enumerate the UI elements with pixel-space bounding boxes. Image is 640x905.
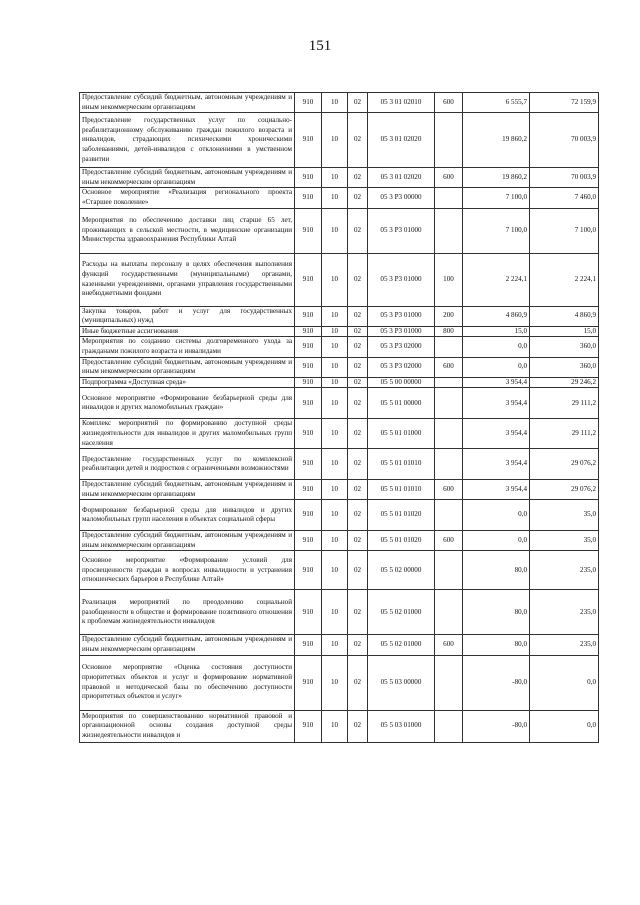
amount-total-cell: 235,0 xyxy=(530,590,599,635)
target-article-cell: 05 5 01 01020 xyxy=(368,531,435,551)
amount-total-cell: 70 003,9 xyxy=(530,168,599,188)
subsection-code-cell: 02 xyxy=(348,449,368,480)
expense-type-cell xyxy=(435,388,463,419)
section-code-cell: 10 xyxy=(322,337,348,357)
row-name-cell: Реализация мероприятий по преодолению социальной разобщенности в обществе и формирование позитивного отношения к проблемам жизнедеятельности инвалидов xyxy=(80,590,295,635)
ministry-code-cell: 910 xyxy=(295,93,322,113)
expense-type-cell xyxy=(435,377,463,388)
subsection-code-cell: 02 xyxy=(348,635,368,655)
table-row xyxy=(80,326,599,337)
target-article-cell: 05 3 P3 01000 xyxy=(368,208,435,253)
subsection-code-cell: 02 xyxy=(348,551,368,590)
amount-total-cell: 0,0 xyxy=(530,655,599,710)
target-article-cell: 05 3 01 02010 xyxy=(368,93,435,113)
subsection-code-cell: 02 xyxy=(348,168,368,188)
subsection-code-cell: 02 xyxy=(348,377,368,388)
amount-total-cell: 235,0 xyxy=(530,635,599,655)
table-row xyxy=(80,531,599,551)
ministry-code-cell: 910 xyxy=(295,419,322,449)
ministry-code-cell: 910 xyxy=(295,551,322,590)
table-row xyxy=(80,357,599,377)
ministry-code-cell: 910 xyxy=(295,635,322,655)
section-code-cell: 10 xyxy=(322,590,348,635)
expense-type-cell xyxy=(435,419,463,449)
section-code-cell: 10 xyxy=(322,113,348,168)
table-row xyxy=(80,188,599,208)
target-article-cell: 05 5 02 01000 xyxy=(368,590,435,635)
expense-type-cell: 200 xyxy=(435,306,463,326)
row-name-cell: Формирование безбарьерной среды для инвалидов и других маломобильных групп населения в объектах социальной сферы xyxy=(80,500,295,531)
expense-type-cell: 100 xyxy=(435,253,463,306)
ministry-code-cell: 910 xyxy=(295,113,322,168)
subsection-code-cell: 02 xyxy=(348,388,368,419)
amount-total-cell: 29 076,2 xyxy=(530,480,599,500)
row-name-cell: Основное мероприятие «Реализация регионального проекта «Старшее поколение» xyxy=(80,188,295,208)
row-name-cell: Предоставление государственных услуг по комплексной реабилитации детей и подростков с ограниченными возможностями xyxy=(80,449,295,480)
ministry-code-cell: 910 xyxy=(295,253,322,306)
target-article-cell: 05 5 03 00000 xyxy=(368,655,435,710)
amount-total-cell: 4 860,9 xyxy=(530,306,599,326)
amount-change-cell: 80,0 xyxy=(463,551,530,590)
amount-total-cell: 360,0 xyxy=(530,337,599,357)
subsection-code-cell: 02 xyxy=(348,480,368,500)
amount-total-cell: 235,0 xyxy=(530,551,599,590)
row-name-cell: Мероприятия по обеспечению доставки лиц старше 65 лет, проживающих в сельской местности, в медицинские организации Министерства здравоохранения Республики Алтай xyxy=(80,208,295,253)
table-row xyxy=(80,253,599,306)
target-article-cell: 05 5 00 00000 xyxy=(368,377,435,388)
amount-change-cell: 3 954,4 xyxy=(463,388,530,419)
amount-total-cell: 35,0 xyxy=(530,500,599,531)
amount-total-cell: 360,0 xyxy=(530,357,599,377)
section-code-cell: 10 xyxy=(322,710,348,742)
target-article-cell: 05 3 P3 00000 xyxy=(368,188,435,208)
amount-total-cell: 35,0 xyxy=(530,531,599,551)
row-name-cell: Предоставление субсидий бюджетным, автономным учреждениям и иным некоммерческим организациям xyxy=(80,93,295,113)
table-row xyxy=(80,337,599,357)
target-article-cell: 05 5 01 01010 xyxy=(368,449,435,480)
subsection-code-cell: 02 xyxy=(348,419,368,449)
section-code-cell: 10 xyxy=(322,551,348,590)
target-article-cell: 05 3 P3 01000 xyxy=(368,306,435,326)
target-article-cell: 05 3 P3 02000 xyxy=(368,357,435,377)
target-article-cell: 05 5 02 00000 xyxy=(368,551,435,590)
subsection-code-cell: 02 xyxy=(348,208,368,253)
table-row xyxy=(80,655,599,710)
target-article-cell: 05 5 01 01010 xyxy=(368,480,435,500)
amount-total-cell: 7 100,0 xyxy=(530,208,599,253)
subsection-code-cell: 02 xyxy=(348,326,368,337)
subsection-code-cell: 02 xyxy=(348,590,368,635)
amount-change-cell: 2 224,1 xyxy=(463,253,530,306)
amount-total-cell: 29 111,2 xyxy=(530,388,599,419)
subsection-code-cell: 02 xyxy=(348,113,368,168)
target-article-cell: 05 5 01 01000 xyxy=(368,419,435,449)
row-name-cell: Мероприятия по совершенствованию нормативной правовой и организационной основы создания доступной среды жизнедеятельности инвалидов и xyxy=(80,710,295,742)
amount-change-cell: 19 860,2 xyxy=(463,168,530,188)
expense-type-cell: 600 xyxy=(435,635,463,655)
expense-type-cell: 600 xyxy=(435,531,463,551)
amount-change-cell: 3 954,4 xyxy=(463,449,530,480)
subsection-code-cell: 02 xyxy=(348,188,368,208)
amount-change-cell: 80,0 xyxy=(463,635,530,655)
amount-change-cell: 15,0 xyxy=(463,326,530,337)
expense-type-cell: 600 xyxy=(435,480,463,500)
amount-total-cell: 72 159,9 xyxy=(530,93,599,113)
section-code-cell: 10 xyxy=(322,168,348,188)
section-code-cell: 10 xyxy=(322,208,348,253)
expense-type-cell: 600 xyxy=(435,93,463,113)
section-code-cell: 10 xyxy=(322,253,348,306)
ministry-code-cell: 910 xyxy=(295,306,322,326)
amount-total-cell: 15,0 xyxy=(530,326,599,337)
target-article-cell: 05 3 P3 01000 xyxy=(368,326,435,337)
expense-type-cell: 800 xyxy=(435,326,463,337)
target-article-cell: 05 5 01 00000 xyxy=(368,388,435,419)
table-row xyxy=(80,449,599,480)
amount-change-cell: -80,0 xyxy=(463,655,530,710)
amount-total-cell: 2 224,1 xyxy=(530,253,599,306)
row-name-cell: Комплекс мероприятий по формированию доступной среды жизнедеятельности для инвалидов и других маломобильных групп населения xyxy=(80,419,295,449)
ministry-code-cell: 910 xyxy=(295,449,322,480)
amount-change-cell: 3 954,4 xyxy=(463,419,530,449)
amount-change-cell: 6 555,7 xyxy=(463,93,530,113)
amount-change-cell: 3 954,4 xyxy=(463,480,530,500)
section-code-cell: 10 xyxy=(322,93,348,113)
amount-total-cell: 7 460,0 xyxy=(530,188,599,208)
page-number: 151 xyxy=(308,38,332,54)
row-name-cell: Иные бюджетные ассигнования xyxy=(80,326,295,337)
section-code-cell: 10 xyxy=(322,388,348,419)
amount-total-cell: 29 111,2 xyxy=(530,419,599,449)
row-name-cell: Предоставление субсидий бюджетным, автономным учреждениям и иным некоммерческим организациям xyxy=(80,480,295,500)
amount-change-cell: 4 860,9 xyxy=(463,306,530,326)
table-row xyxy=(80,480,599,500)
row-name-cell: Основное мероприятие «Формирование условий для просвещенности граждан в вопросах инвалидности и устранения отношенческих барьеров в Республике Алтай» xyxy=(80,551,295,590)
target-article-cell: 05 3 01 02020 xyxy=(368,113,435,168)
section-code-cell: 10 xyxy=(322,419,348,449)
section-code-cell: 10 xyxy=(322,326,348,337)
section-code-cell: 10 xyxy=(322,635,348,655)
expense-type-cell xyxy=(435,590,463,635)
table-row xyxy=(80,590,599,635)
amount-change-cell: 80,0 xyxy=(463,590,530,635)
table-row xyxy=(80,635,599,655)
amount-total-cell: 29 076,2 xyxy=(530,449,599,480)
ministry-code-cell: 910 xyxy=(295,590,322,635)
subsection-code-cell: 02 xyxy=(348,710,368,742)
expense-type-cell xyxy=(435,188,463,208)
expense-type-cell xyxy=(435,551,463,590)
section-code-cell: 10 xyxy=(322,306,348,326)
amount-change-cell: -80,0 xyxy=(463,710,530,742)
row-name-cell: Мероприятия по созданию системы долговременного ухода за гражданами пожилого возраста и инвалидами xyxy=(80,337,295,357)
ministry-code-cell: 910 xyxy=(295,326,322,337)
row-name-cell: Подпрограмма «Доступная среда» xyxy=(80,377,295,388)
expense-type-cell xyxy=(435,113,463,168)
ministry-code-cell: 910 xyxy=(295,377,322,388)
expense-type-cell xyxy=(435,500,463,531)
ministry-code-cell: 910 xyxy=(295,480,322,500)
subsection-code-cell: 02 xyxy=(348,253,368,306)
expense-type-cell xyxy=(435,655,463,710)
amount-change-cell: 7 100,0 xyxy=(463,188,530,208)
row-name-cell: Предоставление субсидий бюджетным, автономным учреждениям и иным некоммерческим организациям xyxy=(80,168,295,188)
row-name-cell: Предоставление субсидий бюджетным, автономным учреждениям и иным некоммерческим организациям xyxy=(80,357,295,377)
expense-type-cell: 600 xyxy=(435,357,463,377)
row-name-cell: Предоставление субсидий бюджетным, автономным учреждениям и иным некоммерческим организациям xyxy=(80,635,295,655)
table-row xyxy=(80,388,599,419)
amount-total-cell: 0,0 xyxy=(530,710,599,742)
amount-change-cell: 7 100,0 xyxy=(463,208,530,253)
amount-change-cell: 19 860,2 xyxy=(463,113,530,168)
subsection-code-cell: 02 xyxy=(348,306,368,326)
amount-change-cell: 0,0 xyxy=(463,357,530,377)
ministry-code-cell: 910 xyxy=(295,337,322,357)
amount-change-cell: 3 954,4 xyxy=(463,377,530,388)
table-row xyxy=(80,377,599,388)
ministry-code-cell: 910 xyxy=(295,710,322,742)
section-code-cell: 10 xyxy=(322,357,348,377)
section-code-cell: 10 xyxy=(322,449,348,480)
subsection-code-cell: 02 xyxy=(348,337,368,357)
table-row xyxy=(80,500,599,531)
expense-type-cell xyxy=(435,337,463,357)
expense-type-cell: 600 xyxy=(435,168,463,188)
ministry-code-cell: 910 xyxy=(295,168,322,188)
section-code-cell: 10 xyxy=(322,377,348,388)
ministry-code-cell: 910 xyxy=(295,357,322,377)
amount-change-cell: 0,0 xyxy=(463,500,530,531)
amount-change-cell: 0,0 xyxy=(463,531,530,551)
ministry-code-cell: 910 xyxy=(295,500,322,531)
table-row xyxy=(80,306,599,326)
amount-total-cell: 70 003,9 xyxy=(530,113,599,168)
target-article-cell: 05 5 01 01020 xyxy=(368,500,435,531)
expense-type-cell xyxy=(435,208,463,253)
subsection-code-cell: 02 xyxy=(348,93,368,113)
row-name-cell: Предоставление государственных услуг по социально-реабилитационному обслуживанию граждан пожилого возраста и инвалидов, страдающих психическими хроническими заболеваниями, детей-инвалидов с отклонениями в умственном развитии xyxy=(80,113,295,168)
amount-total-cell: 29 246,2 xyxy=(530,377,599,388)
section-code-cell: 10 xyxy=(322,531,348,551)
target-article-cell: 05 5 03 01000 xyxy=(368,710,435,742)
target-article-cell: 05 5 02 01000 xyxy=(368,635,435,655)
row-name-cell: Основное мероприятие «Формирование безбарьерной среды для инвалидов и других маломобильных граждан» xyxy=(80,388,295,419)
subsection-code-cell: 02 xyxy=(348,500,368,531)
subsection-code-cell: 02 xyxy=(348,655,368,710)
subsection-code-cell: 02 xyxy=(348,357,368,377)
ministry-code-cell: 910 xyxy=(295,188,322,208)
row-name-cell: Основное мероприятие «Оценка состояния доступности приоритетных объектов и услуг и формирование нормативной правовой и методической базы по обеспечению доступности приоритетных объектов и услуг» xyxy=(80,655,295,710)
row-name-cell: Предоставление субсидий бюджетным, автономным учреждениям и иным некоммерческим организациям xyxy=(80,531,295,551)
ministry-code-cell: 910 xyxy=(295,208,322,253)
row-name-cell: Расходы на выплаты персоналу в целях обеспечения выполнения функций государственными (муниципальными) органами, казенными учреждениями, органами управления государственными внебюджетными фондами xyxy=(80,253,295,306)
ministry-code-cell: 910 xyxy=(295,531,322,551)
section-code-cell: 10 xyxy=(322,188,348,208)
section-code-cell: 10 xyxy=(322,655,348,710)
ministry-code-cell: 910 xyxy=(295,655,322,710)
amount-change-cell: 0,0 xyxy=(463,337,530,357)
target-article-cell: 05 3 P3 02000 xyxy=(368,337,435,357)
ministry-code-cell: 910 xyxy=(295,388,322,419)
table-row xyxy=(80,551,599,590)
target-article-cell: 05 3 P3 01000 xyxy=(368,253,435,306)
table-row xyxy=(80,93,599,113)
budget-table xyxy=(79,92,599,743)
table-row xyxy=(80,208,599,253)
table-row xyxy=(80,113,599,168)
table-row xyxy=(80,168,599,188)
table-body xyxy=(80,93,599,743)
section-code-cell: 10 xyxy=(322,500,348,531)
table-row xyxy=(80,710,599,742)
expense-type-cell xyxy=(435,710,463,742)
row-name-cell: Закупка товаров, работ и услуг для государственных (муниципальных) нужд xyxy=(80,306,295,326)
subsection-code-cell: 02 xyxy=(348,531,368,551)
target-article-cell: 05 3 01 02020 xyxy=(368,168,435,188)
table-row xyxy=(80,419,599,449)
section-code-cell: 10 xyxy=(322,480,348,500)
expense-type-cell xyxy=(435,449,463,480)
